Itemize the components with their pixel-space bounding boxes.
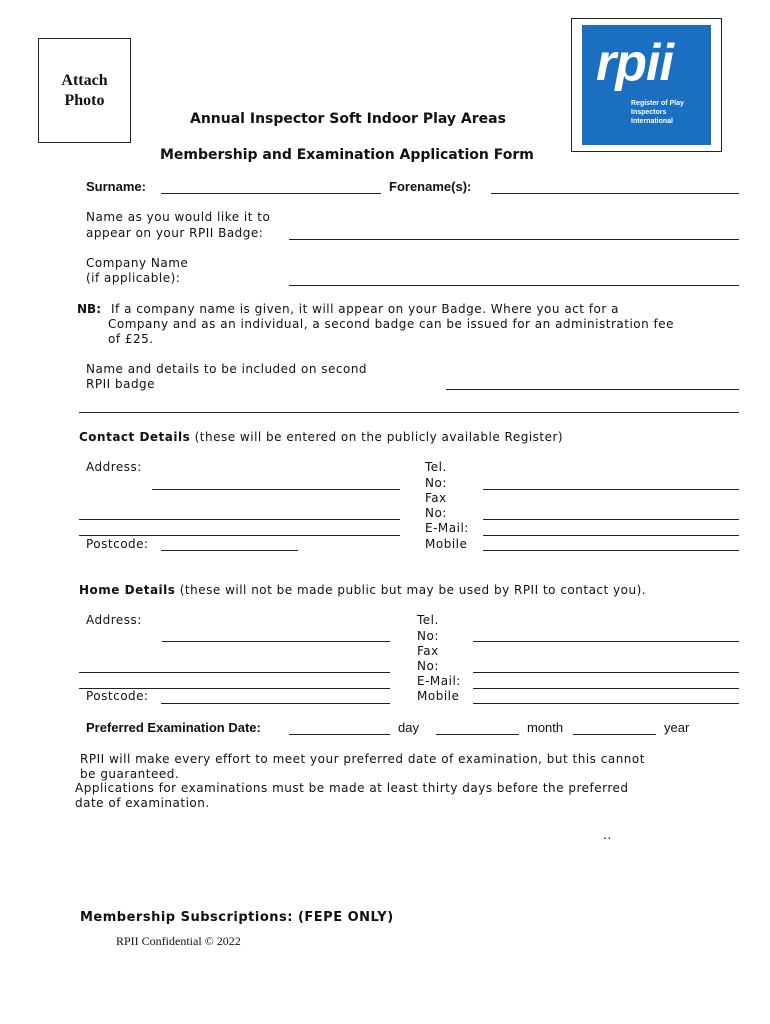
note-line-1: RPII will make every effort to meet your preferred date of examination, but this cannot xyxy=(80,752,645,766)
contact-tel-label-1: Tel. xyxy=(425,460,447,474)
footer-confidential: RPII Confidential © 2022 xyxy=(116,934,241,948)
contact-address-field-1[interactable] xyxy=(152,489,400,490)
home-tel-field[interactable] xyxy=(473,641,739,642)
home-postcode-field[interactable] xyxy=(161,703,390,704)
company-label-2: (if applicable): xyxy=(86,271,181,285)
exam-day-field[interactable] xyxy=(289,734,390,735)
forename-label: Forename(s): xyxy=(389,179,472,194)
nb-line-2: Company and as an individual, a second badge can be issued for an administration fee xyxy=(108,317,675,331)
home-heading-note: (these will not be made public but may be used by RPII to contact you). xyxy=(179,583,647,597)
attach-photo-line2: Photo xyxy=(64,91,105,109)
second-badge-field-1[interactable] xyxy=(446,389,739,390)
company-label-1: Company Name xyxy=(86,256,189,270)
note-dots: .. xyxy=(603,828,612,842)
home-heading-title: Home Details xyxy=(79,583,176,597)
attach-photo-line1: Attach xyxy=(61,71,108,89)
contact-email-label: E-Mail: xyxy=(425,521,469,535)
contact-address-label: Address: xyxy=(86,460,142,474)
exam-month-label: month xyxy=(527,720,564,735)
note-line-4: date of examination. xyxy=(75,796,210,810)
exam-date-label: Preferred Examination Date: xyxy=(86,720,261,735)
contact-fax-field[interactable] xyxy=(483,519,739,520)
exam-month-field[interactable] xyxy=(436,734,519,735)
forename-field[interactable] xyxy=(491,193,739,194)
contact-postcode-label: Postcode: xyxy=(86,537,149,551)
logo-tagline xyxy=(631,99,709,126)
contact-tel-field[interactable] xyxy=(483,489,739,490)
nb-line-1: If a company name is given, it will appear on your Badge. Where you act for a xyxy=(111,302,619,316)
nb-label: NB: xyxy=(77,302,101,316)
home-address-field-1[interactable] xyxy=(162,641,390,642)
note-line-2: be guaranteed. xyxy=(80,767,180,781)
contact-heading xyxy=(79,430,563,445)
badge-name-label-1: Name as you would like it to xyxy=(86,210,271,224)
home-fax-label-2: No: xyxy=(417,659,439,673)
contact-fax-label-1: Fax xyxy=(425,491,447,505)
home-email-label: E-Mail: xyxy=(417,674,461,688)
contact-heading-note: (these will be entered on the publicly available Register) xyxy=(194,430,564,444)
home-fax-label-1: Fax xyxy=(417,644,439,658)
home-mobile-label: Mobile xyxy=(417,689,460,703)
badge-name-field[interactable] xyxy=(289,239,739,240)
contact-heading-title: Contact Details xyxy=(79,430,191,444)
second-badge-label-1: Name and details to be included on second xyxy=(86,362,368,376)
home-tel-label-2: No: xyxy=(417,629,439,643)
badge-name-label-2: appear on your RPII Badge: xyxy=(86,226,264,240)
exam-year-field[interactable] xyxy=(573,734,656,735)
form-title: Annual Inspector Soft Indoor Play Areas xyxy=(190,111,506,127)
logo-text: rpii xyxy=(596,34,673,92)
contact-address-field-3[interactable] xyxy=(79,535,400,536)
contact-mobile-field[interactable] xyxy=(483,550,739,551)
rpii-logo xyxy=(582,25,711,145)
company-field[interactable] xyxy=(289,285,739,286)
logo-tagline-2: Inspectors International xyxy=(631,109,674,125)
note-line-3: Applications for examinations must be made at least thirty days before the preferred xyxy=(75,781,629,795)
second-badge-field-2[interactable] xyxy=(79,412,739,413)
exam-day-label: day xyxy=(398,720,419,735)
contact-fax-label-2: No: xyxy=(425,506,447,520)
second-badge-label-2: RPII badge xyxy=(86,377,156,391)
attach-photo-box xyxy=(38,38,131,143)
contact-postcode-field[interactable] xyxy=(161,550,298,551)
nb-line-3: of £25. xyxy=(108,332,154,346)
exam-year-label: year xyxy=(664,720,690,735)
rpii-logo-frame xyxy=(571,18,722,152)
home-postcode-label: Postcode: xyxy=(86,689,149,703)
home-address-field-2[interactable] xyxy=(79,672,390,673)
contact-mobile-label: Mobile xyxy=(425,537,468,551)
home-tel-label-1: Tel. xyxy=(417,613,439,627)
home-email-field[interactable] xyxy=(473,688,739,689)
contact-address-field-2[interactable] xyxy=(79,519,400,520)
contact-tel-label-2: No: xyxy=(425,476,447,490)
home-address-label: Address: xyxy=(86,613,142,627)
membership-heading: Membership Subscriptions: (FEPE ONLY) xyxy=(80,910,394,925)
form-subtitle: Membership and Examination Application Form xyxy=(160,147,534,163)
contact-email-field[interactable] xyxy=(483,535,739,536)
home-fax-field[interactable] xyxy=(473,672,739,673)
surname-field[interactable] xyxy=(161,193,381,194)
home-mobile-field[interactable] xyxy=(473,703,739,704)
logo-tagline-1: Register of Play xyxy=(631,100,684,107)
surname-label: Surname: xyxy=(86,179,146,194)
home-heading xyxy=(79,583,646,598)
